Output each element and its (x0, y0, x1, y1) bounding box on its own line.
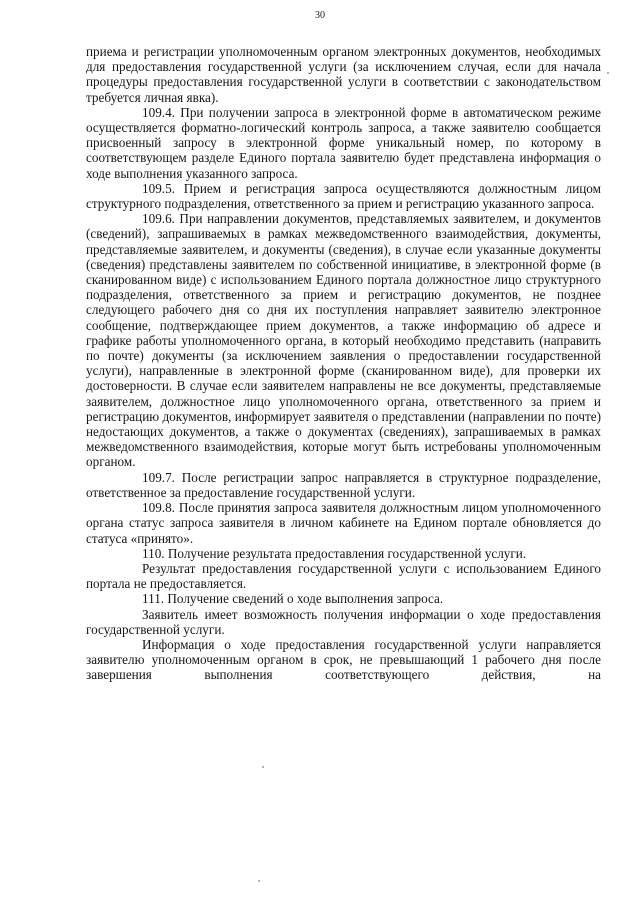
scan-artifact (258, 880, 260, 882)
document-body (86, 44, 601, 683)
paragraph-110-heading: 110. Получение результата предоставления государственной услуги. (142, 545, 527, 561)
scan-artifact (262, 766, 264, 768)
paragraph-109-4: 109.4. При получении запроса в электронной форме в автоматическом режиме осуществляется форматно-логический контроль запроса, а также заявителю сообщается присвоенный запросу в электронной форме уникальный номер, по которому в соответствующем разделе Единого портала заявителю будет представлена информация о ходе выполнения указанного запроса. (86, 104, 601, 181)
paragraph-109-7: 109.7. После регистрации запрос направляется в структурное подразделение, ответственное за предоставление государственной услуги. (86, 469, 601, 500)
paragraph-111-information: Информация о ходе предоставления государственной услуги направляется заявителю уполномоченным органом в срок, не превышающий 1 рабочего дня после завершения выполнения соответствующего действия, на (86, 636, 601, 683)
paragraph-110-result: Результат предоставления государственной услуги с использованием Единого портала не предоставляется. (86, 560, 601, 592)
paragraph-109-8: 109.8. После принятия запроса заявителя должностным лицом уполномоченного органа статус запроса заявителя в личном кабинете на Едином портале обновляется до статуса «принято». (86, 500, 601, 546)
paragraph-109-6: 109.6. При направлении документов, представляемых заявителем, и документов (сведений), запрашиваемых в рамках межведомственного взаимодействия, документы, представляемые заявителем, и документы (сведения), в случае если указанные документы (сведения) представлены заявителем по собственной инициативе, в электронной форме (в сканированном виде) с использованием Единого портала должностное лицо структурного подразделения, ответственного за прием и регистрацию документов, не позднее следующего рабочего дня со дня их поступления направляет заявителю электронное сообщение, подтверждающее прием документов, а также информацию об адресе и графике работы уполномоченного органа, в который необходимо представить (направить по почте) документы (за исключением заявления о предоставлении государственной услуги), направленные в электронной форме (сканированном виде), для проверки их достоверности. В случае если заявителем направлены не все документы, представляемые заявителем, должностное лицо уполномоченного органа, ответственного за прием и регистрацию документов, информирует заявителя о представлении (направлении по почте) недостающих документов, а также о документах (сведениях), запрашиваемых в рамках межведомственного взаимодействия, которые могут быть истребованы уполномоченным органом. (86, 211, 601, 470)
page-number: 30 (315, 10, 325, 21)
paragraph-continuation: приема и регистрации уполномоченным органом электронных документов, необходимых для предоставления государственной услуги (за исключением случая, если для начала процедуры предоставления государственной услуги в соответствии с законодательством требуется личная явка). (86, 44, 601, 105)
paragraph-111-applicant: Заявитель имеет возможность получения информации о ходе предоставления государственной услуги. (86, 606, 601, 637)
paragraph-111-heading: 111. Получение сведений о ходе выполнения запроса. (142, 591, 444, 607)
scan-artifact (607, 72, 609, 74)
paragraph-109-5: 109.5. Прием и регистрация запроса осуществляются должностным лицом структурного подразделения, ответственного за прием и регистрацию указанного запроса. (86, 180, 601, 212)
